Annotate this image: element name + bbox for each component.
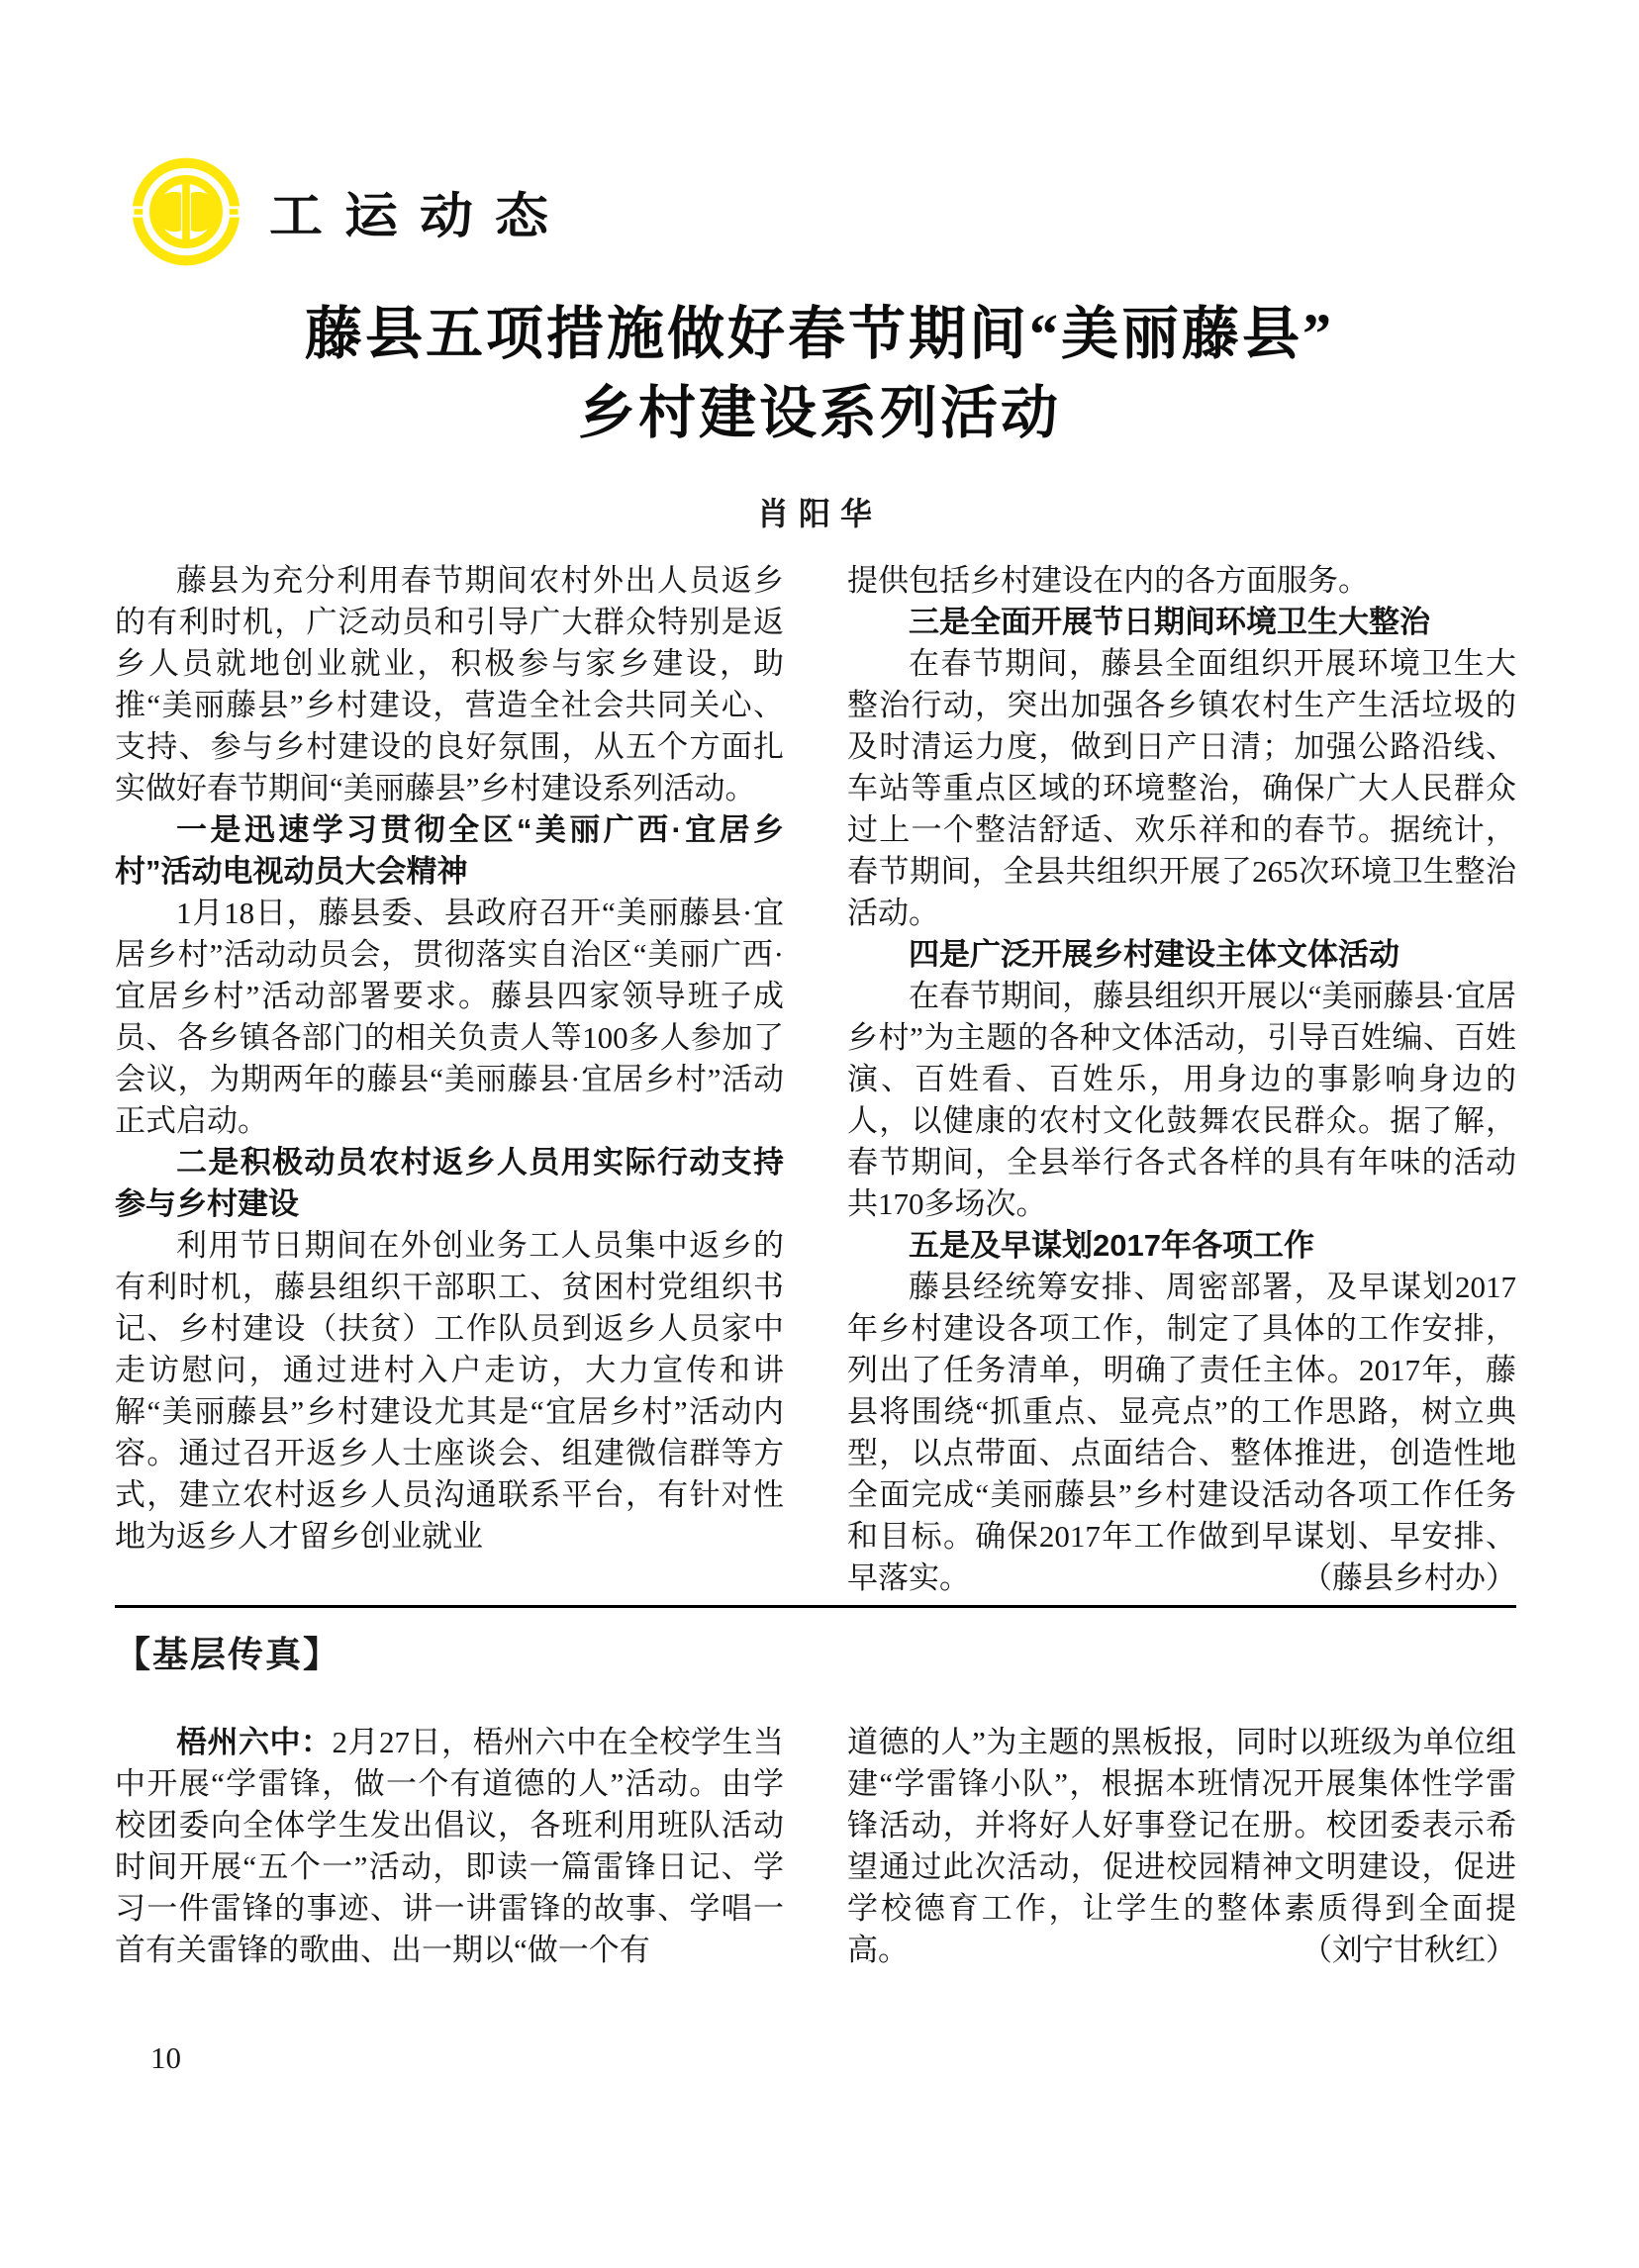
basics-column-left <box>115 1722 784 1987</box>
article-column-left <box>115 560 784 1601</box>
paragraph-5-text: 藤县经统筹安排、周密部署，及早谋划2017年乡村建设各项工作，制定了具体的工作安排，列出了任务清单，明确了责任主体。2017年，藤县将围绕“抓重点、显亮点”的工作思路，树立典型，以点带面、点面结合、整体推进，创造性地全面完成“美丽藤县”乡村建设活动各项工作任务和目标。确保2017年工作做到早谋划、早安排、早落实。 <box>847 1270 1516 1595</box>
subheading-5: 五是及早谋划2017年各项工作 <box>909 1228 1314 1263</box>
basics-column-right <box>847 1722 1516 1987</box>
article-body <box>115 560 1516 1601</box>
paragraph-3: 在春节期间，藤县全面组织开展环境卫生大整治行动，突出加强各乡镇农村生产生活垃圾的及时清运力度，做到日产日清；加强公路沿线、车站等重点区域的环境整治，确保广大人民群众过上一个整洁舒适、欢乐祥和的春节。据统计，春节期间，全县共组织开展了265次环境卫生整治活动。 <box>847 646 1516 930</box>
article-title-line-1: 藤县五项措施做好春节期间“美丽藤县” <box>304 302 1334 366</box>
basics-body <box>115 1722 1516 1987</box>
union-emblem-icon <box>131 156 241 267</box>
basics-paragraph <box>115 1722 784 1971</box>
article-author: 肖阳华 <box>756 496 882 531</box>
article-title-line-2: 乡村建设系列活动 <box>577 381 1061 445</box>
paragraph-2: 利用节日期间在外创业务工人员集中返乡的有利时机，藤县组织干部职工、贫困村党组织书记、乡村建设（扶贫）工作队员到返乡人员家中走访慰问，通过进村入户走访，大力宣传和讲解“美丽藤县”乡村建设尤其是“宜居乡村”活动内容。通过召开返乡人士座谈会、组建微信群等方式，建立农村返乡人员沟通联系平台，有针对性地为返乡人才留乡创业就业 <box>115 1228 784 1554</box>
paragraph-1: 1月18日，藤县委、县政府召开“美丽藤县·宜居乡村”活动动员会，贯彻落实自治区“美丽广西·宜居乡村”活动部署要求。藤县四家领导班子成员、各乡镇各部门的相关负责人等100多人参加了会议，为期两年的藤县“美丽藤县·宜居乡村”活动正式启动。 <box>115 896 784 1138</box>
paragraph-4: 在春节期间，藤县组织开展以“美丽藤县·宜居乡村”为主题的各种文体活动，引导百姓编、百姓演、百姓看、百姓乐，用身边的事影响身边的人，以健康的农村文化鼓舞农民群众。据了解，春节期间，全县举行各式各样的具有年味的活动共170多场次。 <box>847 979 1516 1221</box>
subheading-2: 二是积极动员农村返乡人员用实际行动支持参与乡村建设 <box>115 1145 784 1221</box>
subheading-1: 一是迅速学习贯彻全区“美丽广西·宜居乡村”活动电视动员大会精神 <box>115 812 784 889</box>
paragraph-intro: 藤县为充分利用春节期间农村外出人员返乡的有利时机，广泛动员和引导广大群众特别是返乡人员就地创业就业，积极参与家乡建设，助推“美丽藤县”乡村建设，营造全社会共同关心、支持、参与乡村建设的良好氛围，从五个方面扎实做好春节期间“美丽藤县”乡村建设系列活动。 <box>115 563 784 805</box>
section-divider <box>115 1605 1516 1608</box>
basics-byline: （刘宁甘秋红） <box>1302 1933 1516 1967</box>
article-byline: （藤县乡村办） <box>1302 1560 1516 1595</box>
masthead-title: 工运动态 <box>269 188 570 243</box>
page-number: 10 <box>150 2040 181 2075</box>
paragraph-5 <box>847 1267 1516 1599</box>
basics-right-text: 道德的人”为主题的黑板报，同时以班级为单位组建“学雷锋小队”，根据本班情况开展集体性学雷锋活动，并将好人好事登记在册。校团委表示希望通过此次活动，促进校园精神文明建设，促进学校德育工作，让学生的整体素质得到全面提高。 <box>847 1725 1516 1967</box>
basics-left-text: 2月27日，梧州六中在全校学生当中开展“学雷锋，做一个有道德的人”活动。由学校团委向全体学生发出倡议，各班利用班队活动时间开展“五个一”活动，即读一篇雷锋日记、学习一件雷锋的事迹、讲一讲雷锋的故事、学唱一首有关雷锋的歌曲、出一期以“做一个有 <box>115 1725 784 1967</box>
subheading-4: 四是广泛开展乡村建设主体文体活动 <box>909 937 1399 972</box>
subheading-3: 三是全面开展节日期间环境卫生大整治 <box>909 605 1430 639</box>
section-header-basics: 【基层传真】 <box>115 1635 341 1674</box>
article-column-right <box>847 560 1516 1601</box>
article-title <box>0 295 1639 453</box>
paragraph-2-continuation: 提供包括乡村建设在内的各方面服务。 <box>847 563 1369 598</box>
masthead <box>131 156 570 267</box>
basics-lead: 梧州六中： <box>176 1725 333 1759</box>
basics-paragraph-continuation <box>847 1722 1516 1971</box>
